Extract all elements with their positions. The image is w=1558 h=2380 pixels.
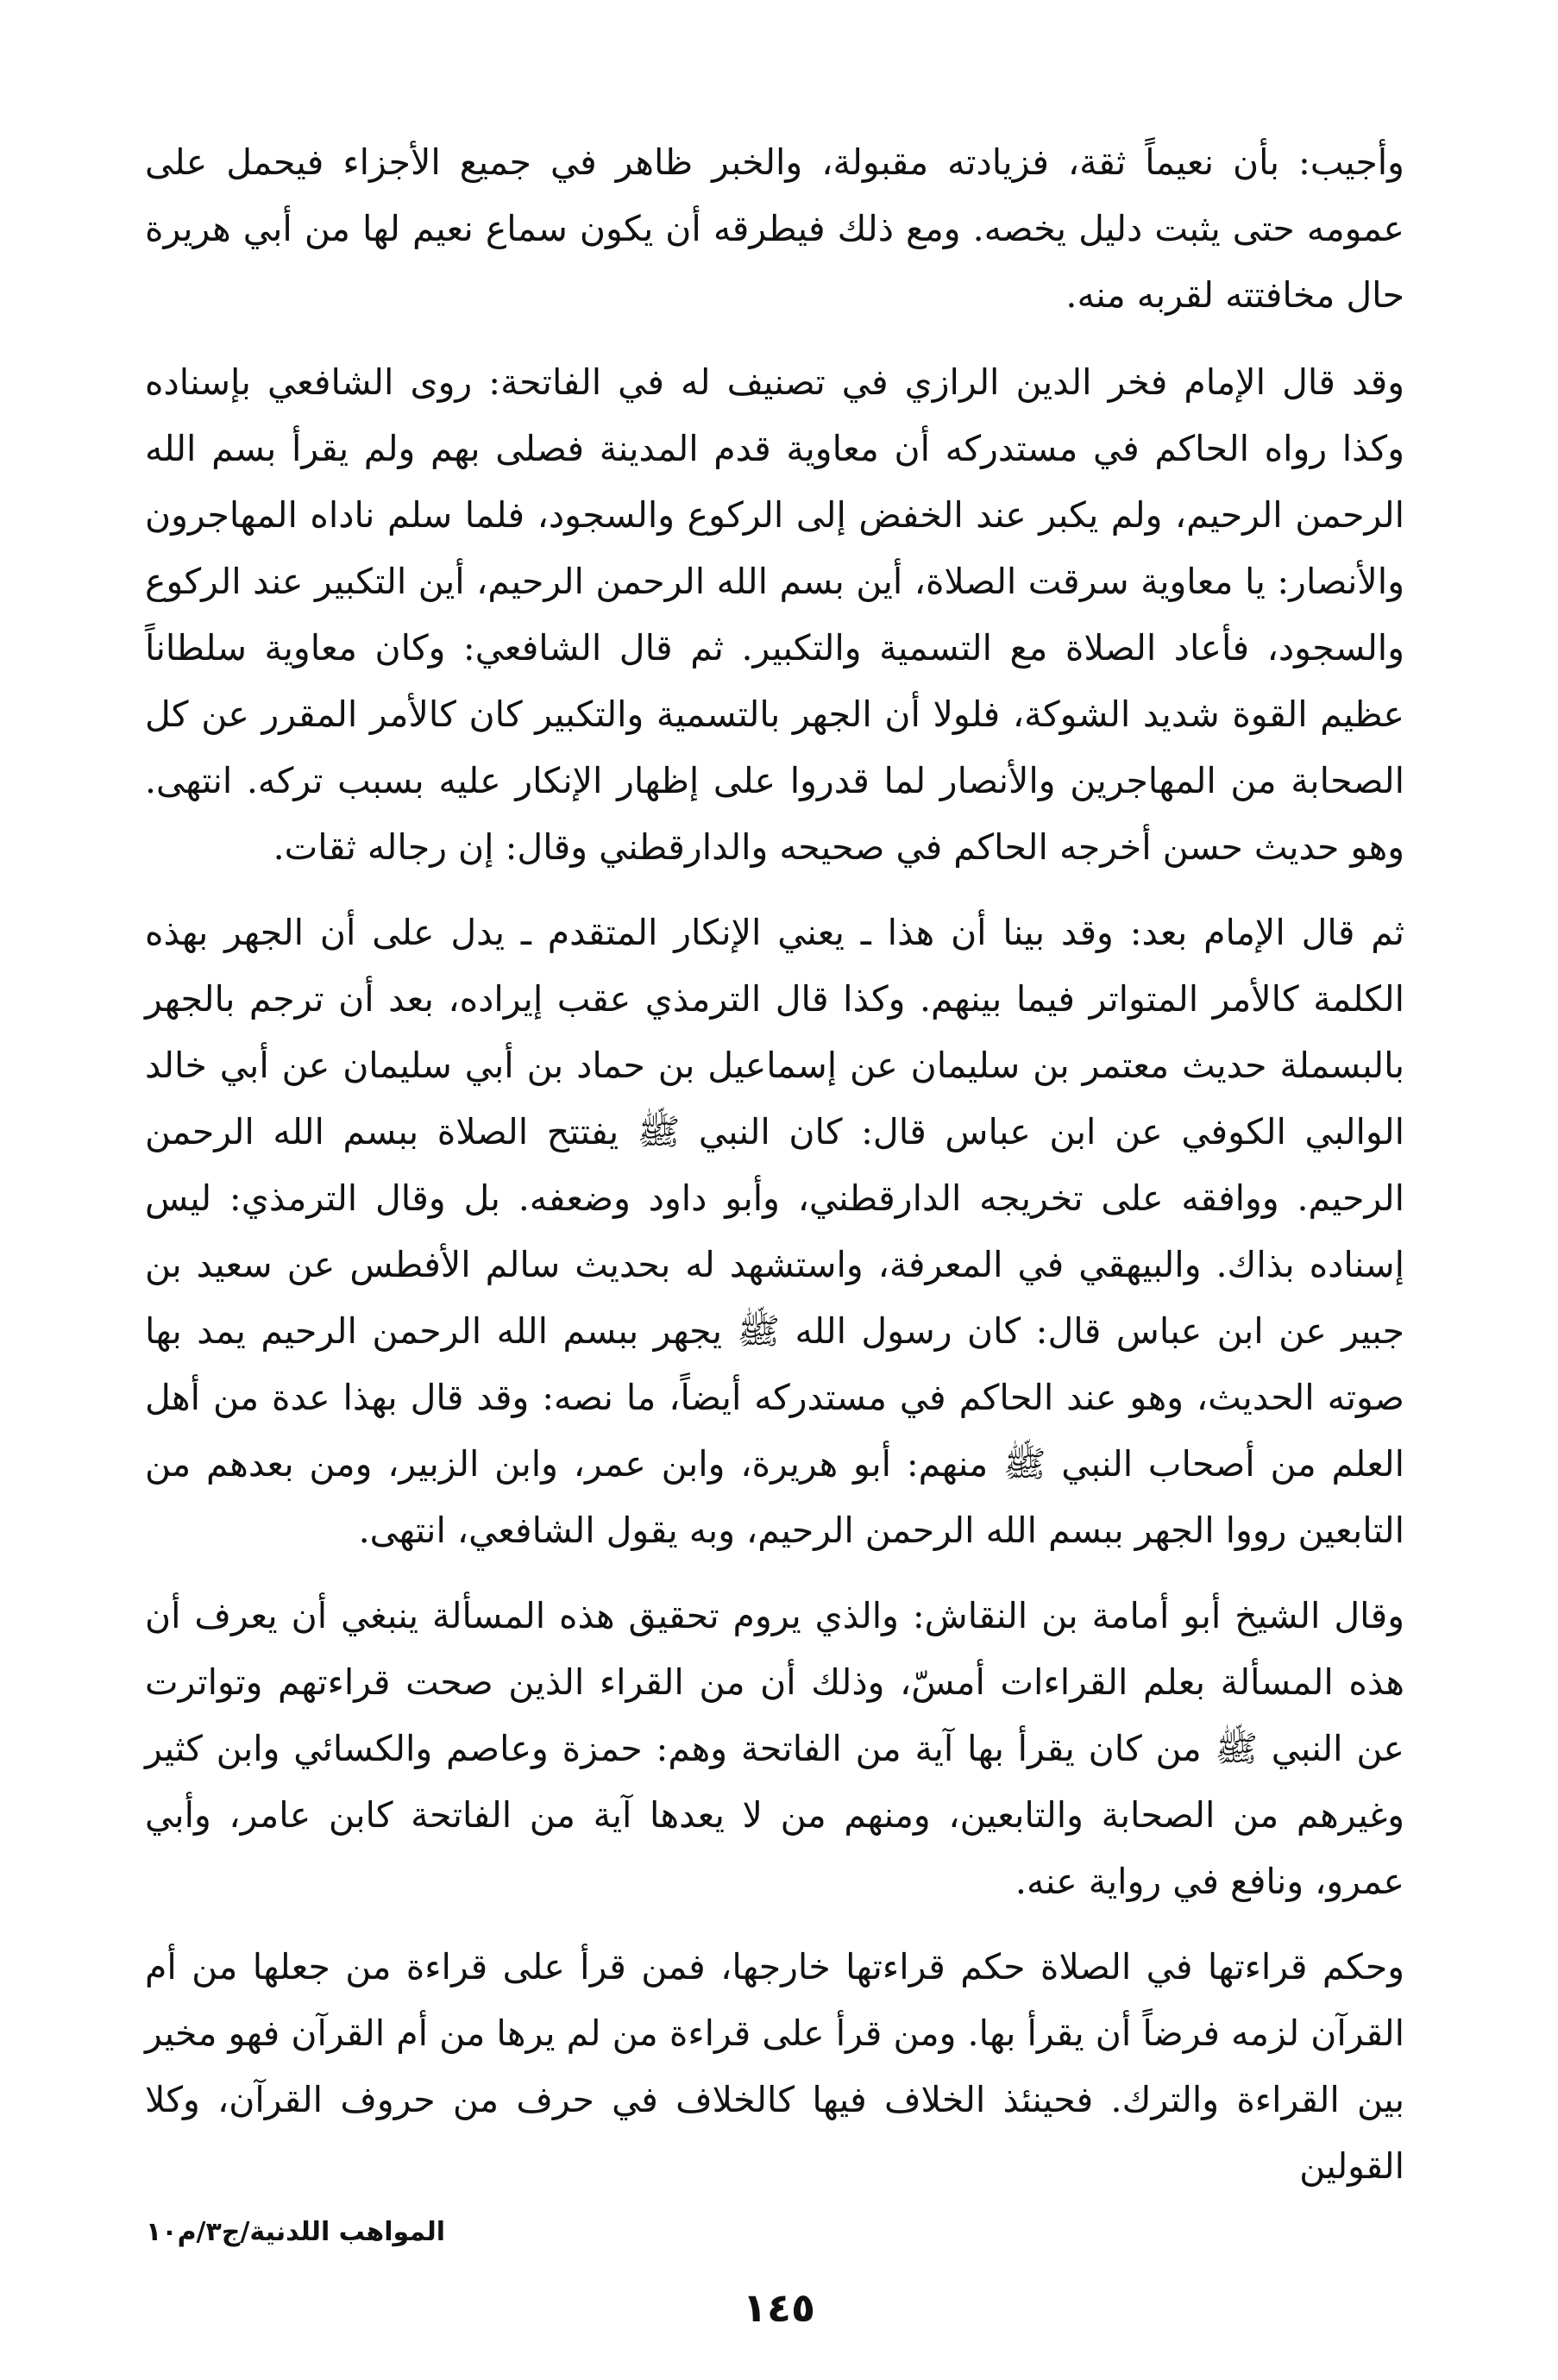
- paragraph-1: وأجيب: بأن نعيماً ثقة، فزيادته مقبولة، والخبر ظاهر في جميع الأجزاء فيحمل على عمومه حتى يثبت دليل يخصه. ومع ذلك فيطرقه أن يكون سماع نعيم لها من أبي هريرة حال مخافتته لقربه منه.: [145, 141, 1404, 316]
- paragraph-2: وقد قال الإمام فخر الدين الرازي في تصنيف له في الفاتحة: روى الشافعي بإسناده وكذا رواه الحاكم في مستدركه أن معاوية قدم المدينة فصلى بهم ولم يقرأ بسم الله الرحمن الرحيم، ولم يكبر عند الخفض إلى الركوع والسجود، فلما سلم ناداه المهاجرون والأنصار: يا معاوية سرقت الصلاة، أين بسم الله الرحمن الرحيم، أين التكبير عند الركوع والسجود، فأعاد الصلاة مع التسمية والتكبير. ثم قال الشافعي: وكان معاوية سلطاناً عظيم القوة شديد الشوكة، فلولا أن الجهر بالتسمية والتكبير كان كالأمر المقرر عن كل الصحابة من المهاجرين والأنصار لما قدروا على إظهار الإنكار عليه بسبب تركه. انتهى. وهو حديث حسن أخرجه الحاكم في صحيحه والدارقطني وقال: إن رجاله ثقات.: [145, 361, 1404, 868]
- page-number: ١٤٥: [742, 2284, 816, 2331]
- paragraph-5: وحكم قراءتها في الصلاة حكم قراءتها خارجها، فمن قرأ على قراءة من جعلها من أم القرآن لزمه فرضاً أن يقرأ بها. ومن قرأ على قراءة من لم يرها من أم القرآن فهو مخير بين القراءة والترك. فحينئذ الخلاف فيها كالخلاف في حرف من حروف القرآن، وكلا القولين: [145, 1946, 1404, 2187]
- paragraph-4: وقال الشيخ أبو أمامة بن النقاش: والذي يروم تحقيق هذه المسألة ينبغي أن يعرف أن هذه المسألة بعلم القراءات أمسّ، وذلك أن من القراء الذين صحت قراءتهم وتواترت عن النبي ﷺ من كان يقرأ بها آية من الفاتحة وهم: حمزة وعاصم والكسائي وابن كثير وغيرهم من الصحابة والتابعين، ومنهم من لا يعدها آية من الفاتحة كابن عامر، وأبي عمرو، ونافع في رواية عنه.: [145, 1595, 1404, 1902]
- body-text: [145, 129, 1404, 2219]
- footer-reference: المواهب اللدنية/ج٣/م١٠: [145, 2217, 445, 2247]
- paragraph-3: ثم قال الإمام بعد: وقد بينا أن هذا ـ يعني الإنكار المتقدم ـ يدل على أن الجهر بهذه الكلمة كالأمر المتواتر فيما بينهم. وكذا قال الترمذي عقب إيراده، بعد أن ترجم بالجهر بالبسملة حديث معتمر بن سليمان عن إسماعيل بن حماد بن أبي سليمان عن أبي خالد الوالبي الكوفي عن ابن عباس قال: كان النبي ﷺ يفتتح الصلاة ببسم الله الرحمن الرحيم. ووافقه على تخريجه الدارقطني، وأبو داود وضعفه. بل وقال الترمذي: ليس إسناده بذاك. والبيهقي في المعرفة، واستشهد له بحديث سالم الأفطس عن سعيد بن جبير عن ابن عباس قال: كان رسول الله ﷺ يجهر ببسم الله الرحمن الرحيم يمد بها صوته الحديث، وهو عند الحاكم في مستدركه أيضاً، ما نصه: وقد قال بهذا عدة من أهل العلم من أصحاب النبي ﷺ منهم: أبو هريرة، وابن عمر، وابن الزبير، ومن بعدهم من التابعين رووا الجهر ببسم الله الرحمن الرحيم، وبه يقول الشافعي، انتهى.: [145, 912, 1404, 1551]
